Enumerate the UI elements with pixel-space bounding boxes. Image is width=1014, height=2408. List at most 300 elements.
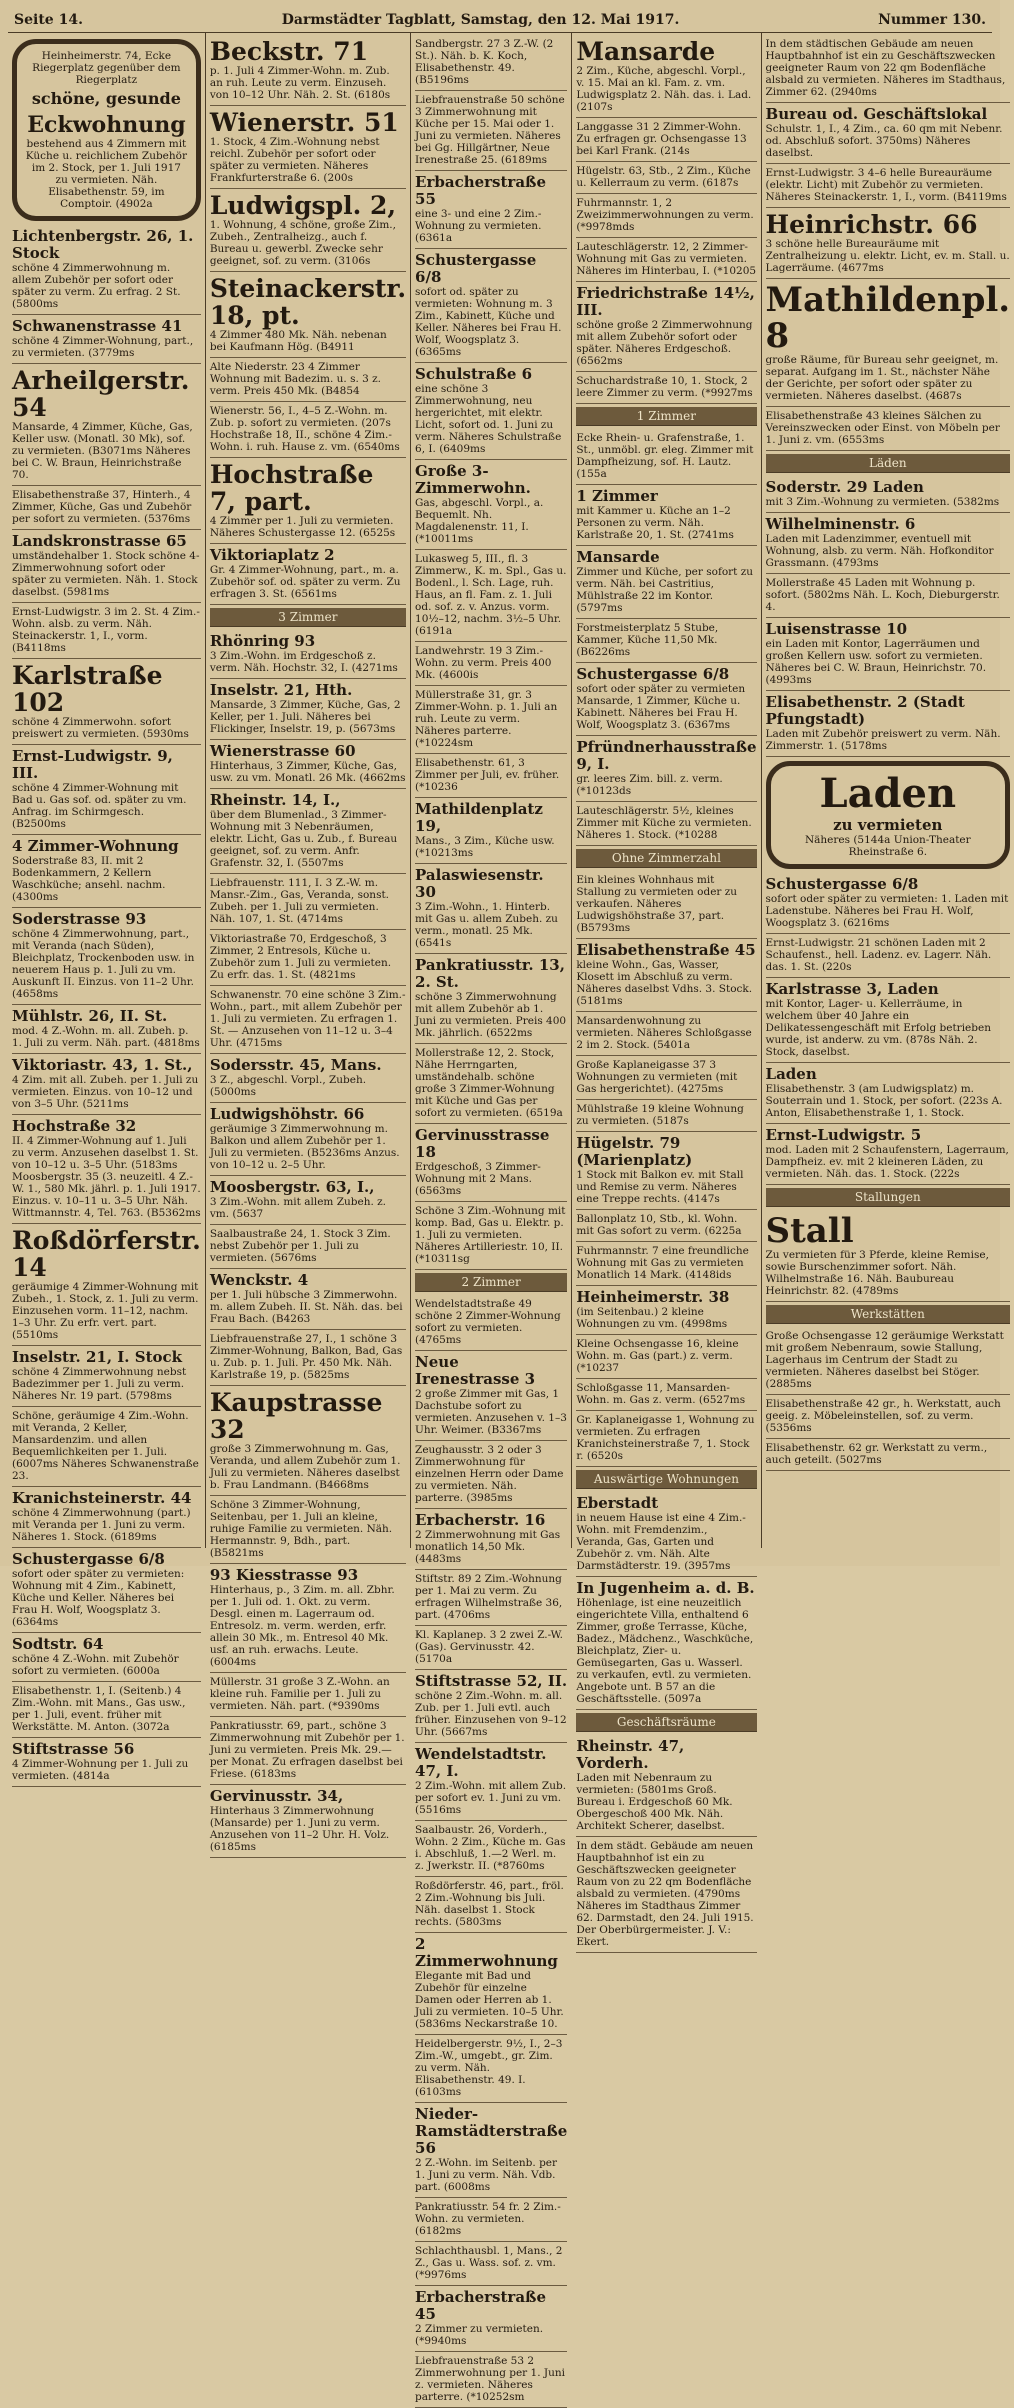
ad-body: Zimmer und Küche, per sofort zu verm. Näh. bei Castritius, Mühlstraße 22 im Kontor. (5797ms [576,566,754,614]
ad-body: eine schöne 3 Zimmerwohnung, neu hergerichtet, mit elektr. Licht, sofort od. 1. Juni zu verm. Näheres Schulstraße 6, I. (6409ms [415,383,562,455]
classified-ad [12,745,201,835]
classified-ad [576,1837,756,1953]
classified-ad [415,2035,567,2103]
ad-heading: Bureau od. Geschäftslokal [765,105,988,123]
ad-body: Hinterhaus, 3 Zimmer, Küche, Gas, usw. zu vm. Monatl. 26 Mk. (4662ms [209,760,406,784]
section-header: Läden [766,454,1011,473]
classified-ad [415,954,567,1044]
classified-ad [576,546,756,619]
column-2 [206,33,411,1853]
ad-body: Laden mit Ladenzimmer, eventuell mit Wohnung, alsb. zu verm. Näh. Hofkonditor Grassmann. (4793ms [765,533,994,569]
ad-heading: Stall [765,1211,854,1251]
ad-body: Große Kaplaneigasse 37 3 Wohnungen zu vermieten (mit Gas hergerichtet). (4275ms [576,1059,738,1095]
classified-ad [576,1012,756,1056]
classified-ad [210,1330,406,1386]
ad-body: Ecke Rhein- u. Grafenstraße, 1. St., unmöbl. gr. eleg. Zimmer mit Dampfheizung, sof. H. Lautz. (155a [576,432,754,480]
classified-ad [766,103,1011,164]
ad-subheading: zu vermieten [833,816,943,834]
classified-ad [12,659,201,745]
classified-ad [576,1379,756,1411]
classified-ad [12,1407,201,1487]
classified-ad [415,2198,567,2242]
section-header: Stallungen [766,1188,1011,1207]
column-4 [572,33,761,1948]
classified-ad [12,1346,201,1407]
ad-heading: Landskronstrasse 65 [12,532,187,550]
ad-body: Hinterhaus 3 Zimmerwohnung (Mansarde) per 1. Juni zu verm. Anzusehen von 11–2 Uhr. H. Volz. (6185ms [209,1805,390,1853]
ad-heading: Ernst-Ludwigstr. 9, III. [12,747,173,782]
classified-ad [766,978,1011,1063]
classified-ad [210,358,406,402]
ad-body: Schöne, geräumige 4 Zim.-Wohn. mit Veranda, 2 Keller, Mansardenzim. und allen Bequemlichkeiten per 1. Juli. (6007ms Näheres Schwanenstraße 23. [12,1410,199,1482]
classified-ad [576,1411,756,1467]
ad-body: Ernst-Ludwigstr. 3 im 2. St. 4 Zim.-Wohn. alsb. zu verm. Näh. Steinackerstr. 1, I., vorm. (B4118ms [12,606,200,654]
classified-ad [210,1225,406,1269]
classified-ad [576,194,756,238]
ad-heading: Roßdörferstr. 14 [12,1226,201,1282]
ad-body: Elisabethenstr. 62 gr. Werkstatt zu verm., auch geteilt. (5027ms [765,1442,988,1466]
ad-body: schöne 2 Zim.-Wohn. m. all. Zub. per 1. Juli evtl. auch früher. Einzusehen von 9–12 Uhr. (5667ms [415,1690,567,1738]
ad-body: mit Kontor, Lager- u. Kellerräume, in welchem über 40 Jahre ein Delikatessengeschäft mit Erfolg betrieben wurde, ist anderw. zu vm. (878s Näh. 2. Stock, daselbst. [765,998,991,1058]
classified-ad [415,35,567,91]
classified-ad [210,189,406,272]
classified-ad [766,164,1011,208]
ad-body: Näheres (5144a Union-Theater Rheinstraße 6. [804,834,971,858]
ad-body: 2 Zim.-Wohn. mit allem Zub. per sofort ev. 1. Juni zu vm. (5516ms [415,1780,567,1816]
ad-body: Mansarde, 3 Zimmer, Küche, Gas, 2 Keller, per 1. Juli. Näheres bei Flickinger, Inselstr. 19, p. (5673ms [209,699,401,735]
ad-body: In dem städtischen Gebäude am neuen Hauptbahnhof ist ein zu Geschäftszwecken geeigneter Raum von 22 qm Bodenfläche alsbald zu vermieten. Näheres im Stadthaus, Zimmer 62. (2940ms [765,38,1006,98]
column-5 [762,33,1014,1548]
classified-ad [576,282,756,372]
ad-body: p. 1. Juli 4 Zimmer-Wohn. m. Zub. an ruh. Leute zu verm. Einzuseh. von 10–12 Uhr. Näh. 2. St. (6180s [209,65,391,101]
paper-title: Darmstädter Tagblatt, Samstag, den 12. Mai 1917. [281,12,680,28]
classified-ad [415,686,567,754]
ad-body: schöne 4 Z.-Wohn. mit Zubehör sofort zu vermieten. (6000a [12,1653,179,1677]
classified-ad [576,736,756,802]
section-header: Ohne Zimmerzahl [576,849,756,868]
classified-ad [576,1056,756,1100]
classified-ad [12,1224,201,1346]
classified-ad [415,1570,567,1626]
ad-body: mod. Laden mit 2 Schaufenstern, Lagerraum, Dampfheiz. ev. mit 2 kleineren Läden, zu vermieten. Näh. das. 1. Stock. (222s [765,1144,1009,1180]
ad-heading: Moosbergstr. 63, I., [209,1178,375,1196]
classified-ad [766,873,1011,934]
ad-heading: Schulstraße 6 [415,365,533,383]
ad-body: Elegante mit Bad und Zubehör für einzelne Damen oder Herren ab 1. Juli zu vermieten. 10–5 Uhr. (5836ms Neckarstraße 10. [415,1970,564,2030]
ad-body: II. 4 Zimmer-Wohnung auf 1. Juli zu verm. Anzusehen daselbst 1. St. von 10–12 u. 3–5 Uhr. (5183ms Moosbergstr. 35 (3. neuzeitl. 4 Z.-W. 1., 580 Mk. jährl. p. 1. Juli 1917. Einzus. v. 10–11 u. 3–5 Uhr. Näh. Wittmannstr. 4, Tel. 763. (B5362ms [12,1135,201,1219]
classified-ad [12,1054,201,1115]
column-3 [411,33,572,2403]
ad-body: Landwehrstr. 19 3 Zim.-Wohn. zu verm. Preis 400 Mk. (4600is [415,645,552,681]
ad-heading: Luisenstrasse 10 [765,620,908,638]
ad-body: Kl. Kaplanep. 3 2 zwei Z.-W. (Gas). Gervinusstr. 42. (5170a [415,1629,563,1665]
ad-body: Wendelstadtstraße 49 schöne 2 Zimmer-Wohnung sofort zu vermieten. (4765ms [415,1298,561,1346]
ad-body: Elisabethenstr. 3 (am Ludwigsplatz) m. Souterrain und 1. Stock, per sofort. (223s A. Anton, Elisabethenstraße 1, 1. Stock. [765,1083,1003,1119]
ad-body: mit 3 Zim.-Wohnung zu vermieten. (5382ms [765,496,1000,508]
classified-ad [415,1821,567,1877]
ad-body: Liebfrauenstr. 111, I. 3 Z.-W. m. Mansr.-Zim., Gas, Veranda, sonst. Zubeh. per 1. Juli zu vermieten. Näh. 107, 1. St. (4714ms [209,877,390,925]
classified-ad [576,238,756,282]
ad-heading: Wienerstrasse 60 [209,742,356,760]
ad-body: Lukasweg 5, III., fl. 3 Zimmerw., K. m. Spl., Gas u. Bodenl., l. Sch. Lage, ruh. Haus, an fl. Fam. z. 1. Juli od. sof. z. v. Anzus. vorm. 10½–12, nachm. 3½–5 Uhr. (6191a [415,553,567,637]
classified-ad [576,1577,756,1710]
section-header: Auswärtige Wohnungen [576,1470,756,1489]
ad-body: gr. leeres Zim. bill. z. verm. (*10123ds [576,773,723,797]
ad-heading: Karlstraße 102 [12,661,163,717]
ad-body: Ein kleines Wohnhaus mit Stallung zu vermieten oder zu verkaufen. Näheres Ludwigshöhstraße 37, part. (B5793ms [576,874,738,934]
classified-ad [415,249,567,363]
ad-body: Liebfrauenstraße 53 2 Zimmerwohnung per 1. Juni z. vermieten. Näheres parterre. (*10252sm [415,2355,565,2403]
ad-body: 3 schöne helle Bureauräume mit Zentralheizung u. elektr. Licht, ev. m. Stall. u. Lagerräume. (4677ms [765,238,1010,274]
ad-body: schöne 4 Zimmerwohn. sofort preiswert zu vermieten. (5930ms [12,716,189,740]
ad-heading: Inselstr. 21, Hth. [209,681,353,699]
classified-ad [415,2242,567,2286]
classified-ad [210,1269,406,1330]
classified-ad [12,1005,201,1054]
ad-body: über dem Blumenlad., 3 Zimmer-Wohnung mit 3 Nebenräumen, elektr. Licht, Gas u. Zub., f. Bureau geeignet, sof. zu verm. Anfr. Grafenstr. 32, I. (5507ms [209,809,398,869]
ad-body: 1 Stock mit Balkon ev. mit Stall und Remise zu verm. Näheres eine Treppe rechts. (4147s [576,1169,744,1205]
classified-ad [12,1738,201,1787]
ad-heading: Rheinstr. 14, I., [209,791,341,809]
ad-heading: Elisabethenstraße 45 [576,941,756,959]
ad-body: In dem städt. Gebäude am neuen Hauptbahnhof ist ein zu Geschäftszwecken geeigneter Raum von zu 22 qm Bodenfläche alsbald zu vermieten. (4790ms Näheres im Stadthaus Zimmer 62. Darmstadt, den 24. Juli 1915. Der Oberbürgermeister. J. V.: Ekert. [576,1840,754,1948]
ad-body: Langgasse 31 2 Zimmer-Wohn. Zu erfragen gr. Ochsengasse 13 bei Karl Frank. (214s [576,121,747,157]
ad-body: Schlachthausbl. 1, Mans., 2 Z., Gas u. Wass. sof. z. vm. (*9976ms [415,2245,563,2281]
classified-ad [415,1670,567,1743]
ad-heading-main: Eckwohnung [27,112,186,138]
ad-heading: Wilhelminenstr. 6 [765,515,916,533]
ad-body: Gas, abgeschl. Vorpl., a. Bequemlt. Nh. Magdalenenstr. 11, I. (*10011ms [415,497,544,545]
ad-heading: Mathildenpl. 8 [765,280,1011,356]
ad-body: geräumige 4 Zimmer-Wohnung mit Zubeh., 1. Stock, z. 1. Juli zu verm. Einzusehen vorm. 11–12, nachm. 1–3 Uhr. Zu erfr. vert. part. (5510ms [12,1281,199,1341]
classified-ad [766,407,1011,451]
ad-heading: Elisabethenstr. 2 (Stadt Pfungstadt) [765,693,965,728]
ad-body: Wienerstr. 56, I., 4–5 Z.-Wohn. m. Zub. p. sofort zu vermieten. (207s Hochstraße 18, II., schöne 4 Zim.-Wohn. i. ruh. Hause z. vm. (6540ms [209,405,400,453]
ad-body: 2 Z.-Wohn. im Seitenb. per 1. Juni zu verm. Näh. Vdb. part. (6008ms [415,2157,558,2193]
ad-heading: Heinrichstr. 66 [765,210,978,239]
ad-heading: Viktoriastr. 43, 1. St., [12,1056,193,1074]
ad-heading: Wienerstr. 51 [209,108,399,137]
classified-ad [210,1496,406,1564]
ad-heading: Erbacherstraße 45 [415,2288,546,2323]
classified-ad [210,630,406,679]
ad-heading: schöne, gesunde [31,89,181,108]
ad-heading: Kranichsteinerstr. 44 [12,1489,192,1507]
ad-heading: Wenckstr. 4 [209,1271,309,1289]
boxed-ad [766,761,1011,869]
ad-heading: Schustergasse 6/8 [765,875,919,893]
classified-ad [766,1210,1011,1302]
classified-ad [766,934,1011,978]
ad-body: Müllerstraße 31, gr. 3 Zimmer-Wohn. p. 1. Juli an ruh. Leute zu verm. Näheres parterre. (*10224sm [415,689,558,749]
classified-ad [415,1351,567,1441]
classified-ad [415,2352,567,2408]
classified-ad [766,691,1011,757]
ad-body: Mollerstraße 12, 2. Stock, Nähe Herrngarten, umständehalb. schöne große 3 Zimmer-Wohnung mit Küche und Gas per sofort zu vermieten. (6519a [415,1047,563,1119]
classified-ad [576,1492,756,1577]
ad-body: Zu vermieten für 3 Pferde, kleine Remise, sowie Burschenzimmer sofort. Näh. Wilhelmstraße 16. Näh. Baubureau Heinrichstr. 82. (4789ms [765,1249,989,1297]
classified-ad [210,740,406,789]
ad-heading: 93 Kiesstrasse 93 [209,1566,359,1584]
ad-body: bestehend aus 4 Zimmern mit Küche u. reichlichem Zubehör im 2. Stock, per 1. Juli 1917 zu vermieten. Näh. Elisabethenstr. 59, im Comptoir. (4902a [25,138,188,210]
ad-body: Elisabethenstraße 42 gr., h. Werkstatt, auch geeig. z. Möbeleinstellen, sof. zu verm. (5356ms [765,1398,1001,1434]
ad-heading: Gervinusstr. 34, [209,1787,344,1805]
classified-ad [210,458,406,544]
ad-heading: Ludwigshöhstr. 66 [209,1105,365,1123]
ad-body: Mollerstraße 45 Laden mit Wohnung p. sofort. (5802ms Näh. L. Koch, Dieburgerstr. 4. [765,577,1000,613]
classified-ad [210,1103,406,1176]
ad-heading: Erbacherstraße 55 [415,173,546,208]
classified-ad [210,544,406,605]
ad-body: Müllerstr. 31 große 3 Z.-Wohn. an kleine ruh. Familie per 1. Juli zu vermieten. Näh. part. (*9390ms [209,1676,390,1712]
classified-ad [576,1100,756,1132]
ad-heading: Stiftstrasse 52, II. [415,1672,568,1690]
ad-body: Heidelbergerstr. 9½, I., 2–3 Zim.-W., umgebt., gr. Zim. zu verm. Näh. Elisabethenstr. 49. I. (6103ms [415,2038,563,2098]
classified-ad [415,2103,567,2198]
ad-body: sofort oder später zu vermieten: 1. Laden mit Ladenstube. Näheres bei Frau H. Wolf, Woogsplatz 3. (6216ms [765,893,1009,929]
section-header: 2 Zimmer [415,1273,567,1292]
classified-ad [576,939,756,1012]
classified-ad [210,930,406,986]
ad-heading: Große 3-Zimmerwohn. [415,462,531,497]
ad-heading: Mathildenplatz 19, [415,800,543,835]
ad-body: umständehalber 1. Stock schöne 4-Zimmerwohnung sofort oder später zu vermieten. Näh. 1. Stock daselbst. (5981ms [12,550,200,598]
classified-ad [12,1487,201,1548]
ad-heading: Pfründnerhausstraße 9, I. [576,738,757,773]
ad-body: große Räume, für Bureau sehr geeignet, m. separat. Aufgang im 1. St., nächster Nähe der Gerichte, per sofort oder später zu vermieten. Näheres daselbst. (4687s [765,354,999,402]
classified-ad [12,908,201,1005]
ad-body: Elisabethenstraße 37, Hinterh., 4 Zimmer, Küche, Gas und Zubehör per sofort zu vermieten. (5376ms [12,489,192,525]
classified-ad [210,986,406,1054]
ad-body: Schuchardstraße 10, 1. Stock, 2 leere Zimmer zu verm. (*9927ms [576,375,753,399]
classified-ad [210,272,406,358]
ad-heading: Mansarde [576,37,716,66]
ad-heading: Hochstraße 7, part. [209,460,374,516]
classified-ad [12,315,201,364]
ad-heading: Mühlstr. 26, II. St. [12,1007,168,1025]
ad-heading: Beckstr. 71 [209,37,369,66]
ad-heading: Arheilgerstr. 54 [12,366,190,422]
ad-body: schöne 4 Zimmerwohnung, part., mit Veranda (nach Süden), Bleichplatz, Trockenboden usw. in neuerem Haus p. 1. Juli zu vm. Auskunft II. Einzus. von 11–2 Uhr. (4658ms [12,928,195,1000]
ad-heading: Viktoriaplatz 2 [209,546,335,564]
ad-heading: Schustergasse 6/8 [576,665,730,683]
ad-body: Sandbergstr. 27 3 Z.-W. (2 St.). Näh. b. K. Koch, Elisabethenstr. 49. (B5196ms [415,38,554,86]
ad-body: Gr. Kaplaneigasse 1, Wohnung zu vermieten. Zu erfragen Kranichsteinerstraße 7, 1. Stock r. (6520s [576,1414,755,1462]
ad-body: Zeughausstr. 3 2 oder 3 Zimmerwohnung für einzelnen Herrn oder Dame zu vermieten. Näh. parterre. (3985ms [415,1444,564,1504]
classified-ad [415,1202,567,1270]
page-number: Seite 14. [14,12,83,28]
ad-body: Soderstraße 83, II. mit 2 Bodenkammern, 2 Kellern Waschküche; ansehl. nachm. (4300ms [12,855,166,903]
ad-heading: Neue Irenestrasse 3 [415,1353,536,1388]
ad-heading: Schustergasse 6/8 [12,1550,165,1568]
ad-body: (im Seitenbau.) 2 kleine Wohnungen zu vm. (4998ms [576,1306,728,1330]
ad-body: schöne 4 Zimmerwohnung m. allem Zubehör per sofort oder später zu verm. Zu erfrag. 2 St. (5800ms [12,262,181,310]
ad-body: Fuhrmannstr. 7 eine freundliche Wohnung mit Gas zu vermieten Monatlich 14 Mark. (4148ids [576,1245,749,1281]
classified-ad [576,619,756,663]
classified-ad [415,798,567,864]
classified-ad [766,1327,1011,1395]
classified-ad [766,1124,1011,1185]
ad-body: Gr. 4 Zimmer-Wohnung, part., m. a. Zubehör sof. od. später zu verm. Zu erfragen 3. St. (6561ms [209,564,401,600]
classified-ad [12,1115,201,1224]
classified-ad [210,1564,406,1673]
classified-ad [210,679,406,740]
ad-body: per 1. Juli hübsche 3 Zimmerwohn. m. allem Zubeh. II. St. Näh. das. bei Frau Bach. (B4263 [209,1289,403,1325]
ad-heading: Ludwigspl. 2, [209,191,397,220]
ad-body: 2 Zimmer zu vermieten. (*9940ms [415,2323,544,2347]
classified-ad [415,2286,567,2352]
ad-body: Mansardenwohnung zu vermieten. Näheres Schloßgasse 2 im 2. Stock. (5401a [576,1015,752,1051]
classified-ad [766,208,1011,279]
classified-ad [415,1509,567,1570]
classified-ad [415,642,567,686]
classified-ad [415,91,567,171]
classified-ad [576,1132,756,1210]
ad-body: 3 Z., abgeschl. Vorpl., Zubeh. (5000ms [209,1074,367,1098]
ad-heading: Friedrichstraße 14½, III. [576,284,755,319]
ad-body: Laden mit Nebenraum zu vermieten: (5801ms Groß. Bureau i. Erdgeschoß 60 Mk. Obergeschoß 400 Mk. Näh. Architekt Scherer, daselbst. [576,1772,733,1832]
ad-heading: Erbacherstr. 16 [415,1511,546,1529]
classified-ad [210,1386,406,1496]
ad-body: schöne 4 Zimmerwohnung (part.) mit Veranda per 1. Juni zu verm. Näheres 1. Stock. (6189ms [12,1507,191,1543]
classified-ad [576,118,756,162]
section-header: Werkstätten [766,1305,1011,1324]
classified-ad [415,754,567,798]
classified-ad [415,550,567,642]
ad-heading: Palaswiesenstr. 30 [415,866,544,901]
classified-ad [576,1286,756,1335]
classified-ad [415,1877,567,1933]
issue-number: Nummer 130. [878,12,986,28]
classified-ad [766,35,1011,103]
ad-body: 4 Zim. mit all. Zubeh. per 1. Juli zu vermieten. Einzus. von 10–12 und von 3–5 Uhr. (5211ms [12,1074,199,1110]
ad-body: Elisabethenstr. 61, 3 Zimmer per Juli, ev. früher. (*10236 [415,757,560,793]
ad-body: Alte Niederstr. 23 4 Zimmer Wohnung mit Badezim. u. s. 3 z. verm. Preis 450 Mk. (B4854 [209,361,382,397]
classified-ad [12,835,201,908]
ad-intro: Heinheimerstr. 74, Ecke Riegerplatz gegenüber dem Riegerplatz [32,50,181,86]
classified-ad [415,1626,567,1670]
ad-body: Höhenlage, ist eine neuzeitlich eingerichtete Villa, enthaltend 6 Zimmer, große Terrasse, Küche, Badez., Mädchenz., Waschküche, Bleichplatz, Zier- u. Gemüsegarten, Gas u. Wasserl. zu verkaufen, evtl. zu vermieten. Angebote unt. B 57 an die Geschäftsstelle. (5097a [576,1597,754,1705]
ad-body: 2 große Zimmer mit Gas, 1 Dachstube sofort zu vermieten. Anzusehen v. 1–3 Uhr. Weimer. (B3367ms [415,1388,567,1436]
ad-body: 1. Stock, 4 Zim.-Wohnung nebst reichl. Zubehör per sofort oder später zu vermieten. Näheres Frankfurterstraße 6. (200s [209,136,380,184]
classified-ad [12,1682,201,1738]
classified-ad [415,363,567,460]
classified-ad [415,864,567,954]
ad-body: Forstmeisterplatz 5 Stube, Kammer, Küche 11,50 Mk. (B6226ms [576,622,719,658]
ad-body: mit Kammer u. Küche an 1–2 Personen zu verm. Näh. Karlstraße 20, 1. St. (2741ms [576,505,734,541]
ad-heading: Soderstrasse 93 [12,910,147,928]
ad-body: 3 Zim.-Wohn. mit allem Zubeh. z. vm. (5637 [209,1196,387,1220]
ad-body: in neuem Hause ist eine 4 Zim.-Wohn. mit Fremdenzim., Veranda, Gas, Garten und Zubehör z. vm. Näh. Alte Darmstädterstr. 19. (3957ms [576,1512,746,1572]
classified-ad [415,1743,567,1821]
ad-heading: Kaupstrasse 32 [209,1388,383,1444]
ad-body: Erdgeschoß, 3 Zimmer-Wohnung mit 2 Mans. (6563ms [415,1161,541,1197]
classified-ad [210,1176,406,1225]
column-1 [8,33,206,1782]
section-header: 3 Zimmer [210,608,406,627]
ad-body: 2 Zimmerwohnung mit Gas monatlich 14,50 Mk. (4483ms [415,1529,561,1565]
classified-ad [576,1210,756,1242]
ad-heading: Nieder-Ramstädterstraße 56 [415,2105,568,2157]
classified-ad [210,1054,406,1103]
ad-body: Schloßgasse 11, Mansarden-Wohn. m. Gas z. verm. (6527ms [576,1382,746,1406]
ad-body: Mans., 3 Zim., Küche usw. (*10213ms [415,835,555,859]
classified-ad [766,574,1011,618]
ad-body: mod. 4 Z.-Wohn. m. all. Zubeh. p. 1. Juli zu verm. Näh. part. (4818ms [12,1025,200,1049]
classified-ad [576,1242,756,1286]
ad-heading: In Jugenheim a. d. B. [576,1579,755,1597]
ad-body: Liebfrauenstraße 27, I., 1 schöne 3 Zimmer-Wohnung, Balkon, Bad, Gas u. Zub. p. 1. Juli. Pr. 450 Mk. Näh. Karlstraße 19, p. (5825ms [209,1333,403,1381]
ad-heading: Soderstr. 29 Laden [765,478,924,496]
ad-heading: Sodersstr. 45, Mans. [209,1056,382,1074]
classified-ad [210,789,406,874]
ad-heading: Steinackerstr. 18, pt. [209,274,407,330]
classified-ad [766,476,1011,513]
ad-body: Schwanenstr. 70 eine schöne 3 Zim.-Wohn., part., mit allem Zubehör per 1. Juli zu vermieten. Zu erfragen 1. St. — Anzusehen von 11–12 u. 3–4 Uhr. (4715ms [209,989,406,1049]
ad-body: Pankratiusstr. 54 fr. 2 Zim.-Wohn. zu vermieten. (6182ms [415,2201,561,2237]
ad-body: Roßdörferstr. 46, part., fröl. 2 Zim.-Wohnung bis Juli. Näh. daselbst 1. Stock rechts. (5803ms [415,1880,564,1928]
ad-heading: Sodtstr. 64 [12,1635,104,1653]
classified-ad [415,460,567,550]
classified-ad [766,618,1011,691]
classified-ad [415,1044,567,1124]
ad-heading: Ernst-Ludwigstr. 5 [765,1126,922,1144]
classified-ad [766,1063,1011,1124]
ad-body: Hinterhaus, p., 3 Zim. m. all. Zbhr. per 1. Juli od. 1. Okt. zu verm. Desgl. einen m. Lagerraum od. Entresolz. m. verm. werden, erfr. allein 30 Mk., m. Entresol 40 Mk. usf. an ruh. erwachs. Leute. (6004ms [209,1584,395,1668]
ad-heading: Rhönring 93 [209,632,316,650]
classified-ad [576,485,756,546]
classified-ad [12,1633,201,1682]
ad-heading: 2 Zimmerwohnung [415,1935,558,1970]
classified-ad [210,1717,406,1785]
ad-heading: Lichtenbergstr. 26, 1. Stock [12,227,194,262]
ad-heading: Wendelstadtstr. 47, I. [415,1745,547,1780]
classified-ad [576,802,756,846]
ad-columns [8,33,1011,2403]
ad-body: 3 Zim.-Wohn. im Erdgeschoß z. verm. Näh. Hochstr. 32, I. (4271ms [209,650,398,674]
ad-body: sofort od. später zu vermieten: Wohnung m. 3 Zim., Kabinett, Küche und Keller. Näheres bei Frau H. Wolf, Woogsplatz 3. (6365ms [415,286,562,358]
ad-body: Liebfrauenstraße 50 schöne 3 Zimmerwohnung mit Küche per 15. Mai oder 1. Juni zu vermieten. Näheres bei Gg. Hillgärtner, Neue Irenestraße 25. (6189ms [415,94,565,166]
classified-ad [576,871,756,939]
classified-ad [12,530,201,603]
ad-heading: 1 Zimmer [576,487,658,505]
ad-body: Saalbaustraße 24, 1. Stock 3 Zim. nebst Zubehör per 1. Juli zu vermieten. (5676ms [209,1228,391,1264]
ad-body: Pankratiusstr. 69, part., schöne 3 Zimmerwohnung mit Zubehör per 1. Juni zu vermieten. Preis Mk. 29.— per Monat. Zu erfragen daselbst bei Friese. (6183ms [209,1720,405,1780]
ad-body: sofort oder später zu vermieten: Wohnung mit 4 Zim., Kabinett, Küche und Keller. Näheres bei Frau H. Wolf, Woogsplatz 3. (6364ms [12,1568,185,1628]
ad-body: sofort oder später zu vermieten Mansarde, 1 Zimmer, Küche u. Kabinett. Näheres bei Frau H. Wolf, Woogsplatz 3. (6367ms [576,683,746,731]
classified-ad [766,279,1011,407]
ad-heading: Rheinstr. 47, Vorderh. [576,1737,685,1772]
classified-ad [576,162,756,194]
ad-body: Ernst-Ludwigstr. 21 schönen Laden mit 2 Schaufenst., hell. Ladenz. ev. Lagerr. Näh. das. 1. St. (220s [765,937,992,973]
section-header: Geschäftsräume [576,1713,756,1732]
ad-body: Lauteschlägerstr. 12, 2 Zimmer-Wohnung mit Gas zu vermieten. Näheres im Hinterbau, I. (*10205 [576,241,757,277]
classified-ad [576,1335,756,1379]
ad-body: Hügelstr. 63, Stb., 2 Zim., Küche u. Kellerraum zu verm. (6187s [576,165,751,189]
page-header [8,6,992,33]
ad-body: Ernst-Ludwigstr. 3 4–6 helle Bureauräume (elektr. Licht) mit Zubehör zu vermieten. Näheres Steinackerstr. 1, I., vorm. (B4119ms [765,167,1007,203]
classified-ad [210,106,406,189]
ad-body: Elisabethenstraße 43 kleines Sälchen zu Vereinszwecken oder Einst. von Möbeln per 1. Juni z. vm. (6553ms [765,410,1000,446]
ad-heading: Karlstrasse 3, Laden [765,980,939,998]
ad-heading: Laden [765,1065,817,1083]
classified-ad [415,1124,567,1202]
ad-heading: Hochstraße 32 [12,1117,137,1135]
ad-body: schöne große 2 Zimmerwohnung mit allem Zubehör sofort oder später. Näheres Erdgeschoß. (6562ms [576,319,753,367]
ad-body: Stiftstr. 89 2 Zim.-Wohnung per 1. Mai zu verm. Zu erfragen Wilhelmstraße 36, part. (4706ms [415,1573,563,1621]
ad-heading: Schustergasse 6/8 [415,251,537,286]
classified-ad [12,364,201,486]
